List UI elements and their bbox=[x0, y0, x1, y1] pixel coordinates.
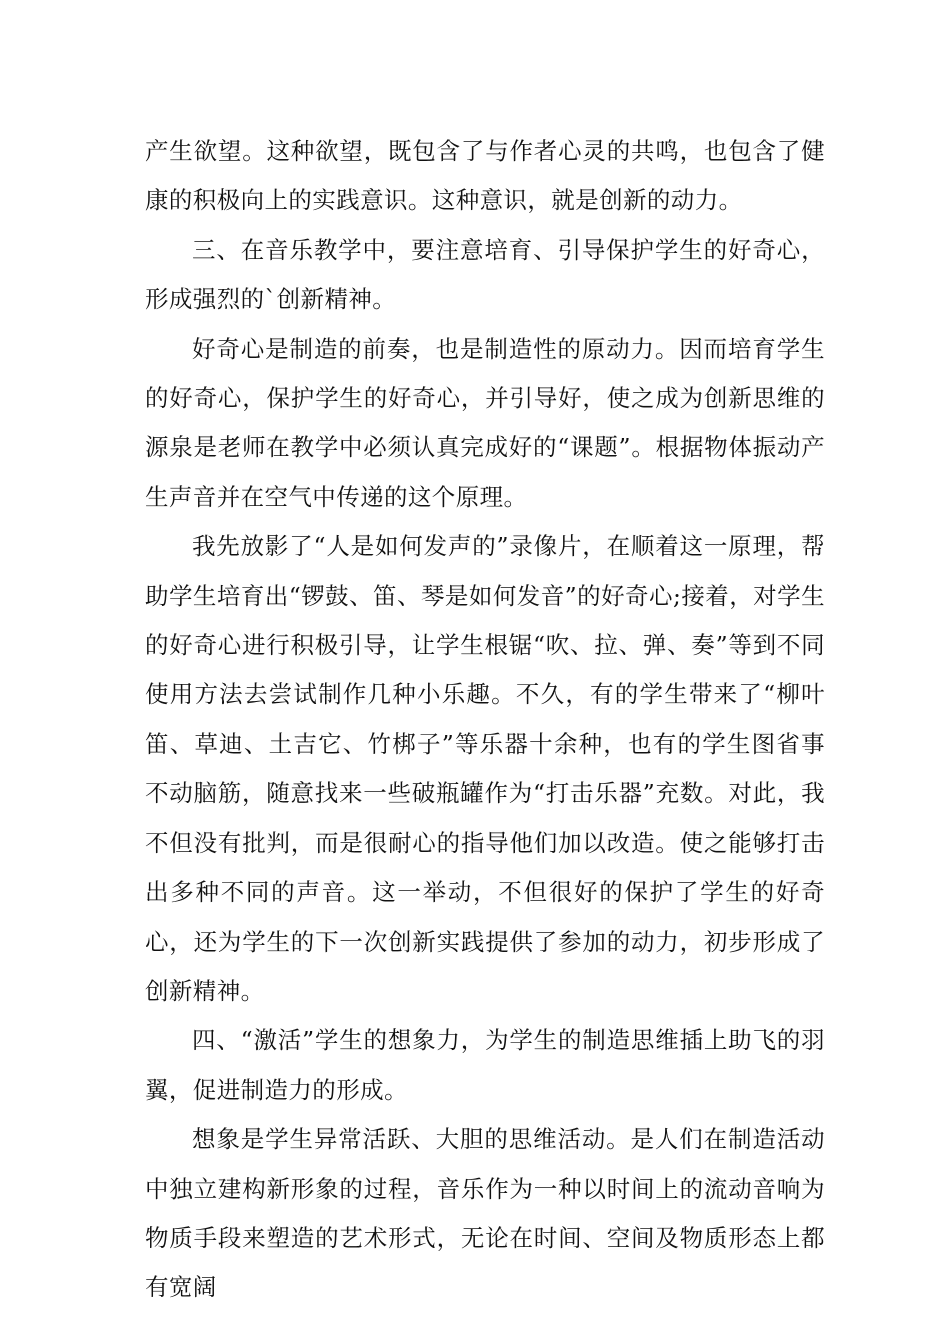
section-heading-four: 四、“激活”学生的想象力，为学生的制造思维插上助飞的羽翼，促进制造力的形成。 bbox=[145, 1026, 825, 1104]
paragraph-imagination: 想象是学生异常活跃、大胆的思维活动。是人们在制造活动中独立建构新形象的过程，音乐作为一种以时间上的流动音响为物质手段来塑造的艺术形式，无论在时间、空间及物质形态上都有宽阔 bbox=[145, 1125, 825, 1302]
paragraph-curiosity: 好奇心是制造的前奏，也是制造性的原动力。因而培育学生的好奇心，保护学生的好奇心，并引导好，使之成为创新思维的源泉是老师在教学中必须认真完成好的“课题”。根据物体振动产生声音并在空气中传递的这个原理。 bbox=[145, 334, 825, 511]
section-heading-three: 三、在音乐教学中，要注意培育、引导保护学生的好奇心，形成强烈的`创新精神。 bbox=[145, 235, 825, 314]
paragraph-continuation: 产生欲望。这种欲望，既包含了与作者心灵的共鸣，也包含了健康的积极向上的实践意识。这种意识，就是创新的动力。 bbox=[145, 137, 825, 215]
paragraph-video-example: 我先放影了“人是如何发声的”录像片，在顺着这一原理，帮助学生培育出“锣鼓、笛、琴是如何发音”的好奇心;接着，对学生的好奇心进行积极引导，让学生根锯“吹、拉、弹、奏”等到不同使用方法去尝试制作几种小乐趣。不久，有的学生带来了“柳叶笛、草迪、土吉它、竹梆子”等乐器十余种，也有的学生图省事不动脑筋，随意找来一些破瓶罐作为“打击乐器”充数。对此，我不但没有批判，而是很耐心的指导他们加以改造。使之能够打击出多种不同的声音。这一举动，不但很好的保护了学生的好奇心，还为学生的下一次创新实践提供了参加的动力，初步形成了创新精神。 bbox=[145, 532, 825, 1005]
document-body bbox=[145, 127, 825, 1313]
